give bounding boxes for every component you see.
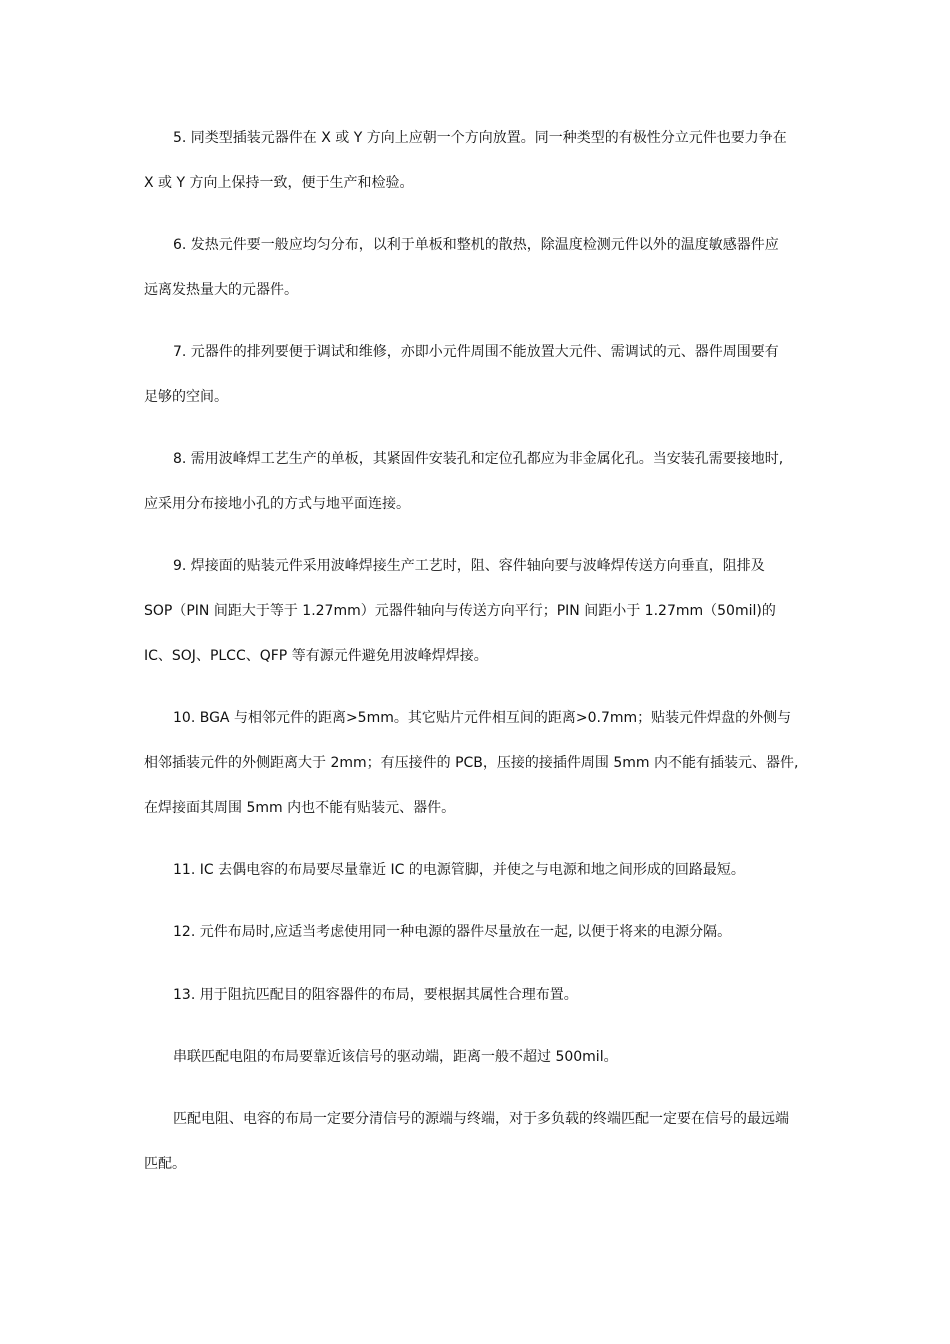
paragraph-11-line-1: 11. IC 去偶电容的布局要尽量靠近 IC 的电源管脚，并使之与电源和地之间形成的回路最短。	[173, 862, 745, 878]
paragraph-8-line-1: 8. 需用波峰焊工艺生产的单板，其紧固件安装孔和定位孔都应为非金属化孔。当安装孔需要接地时,	[173, 451, 784, 467]
paragraph-5-line-2: X 或 Y 方向上保持一致，便于生产和检验。	[144, 175, 414, 191]
paragraph-series-matching-line-1: 串联匹配电阻的布局要靠近该信号的驱动端，距离一般不超过 500mil。	[173, 1049, 618, 1065]
paragraph-6-line-2: 远离发热量大的元器件。	[144, 282, 298, 298]
paragraph-9-line-3: IC、SOJ、PLCC、QFP 等有源元件避免用波峰焊焊接。	[144, 648, 488, 664]
paragraph-7-line-2: 足够的空间。	[144, 389, 228, 405]
paragraph-10-line-3: 在焊接面其周围 5mm 内也不能有贴装元、器件。	[144, 800, 456, 816]
paragraph-9-line-2: SOP（PIN 间距大于等于 1.27mm）元器件轴向与传送方向平行；PIN 间距小于 1.27mm（50mil)的	[144, 603, 776, 619]
paragraph-5-line-1: 5. 同类型插装元器件在 X 或 Y 方向上应朝一个方向放置。同一种类型的有极性分立元件也要力争在	[173, 130, 787, 146]
paragraph-matching-rc-line-1: 匹配电阻、电容的布局一定要分清信号的源端与终端，对于多负载的终端匹配一定要在信号的最远端	[173, 1111, 789, 1127]
paragraph-matching-rc-line-2: 匹配。	[144, 1156, 186, 1172]
paragraph-9-line-1: 9. 焊接面的贴装元件采用波峰焊接生产工艺时，阻、容件轴向要与波峰焊传送方向垂直，阻排及	[173, 558, 765, 574]
paragraph-6-line-1: 6. 发热元件要一般应均匀分布，以利于单板和整机的散热，除温度检测元件以外的温度敏感器件应	[173, 237, 779, 253]
paragraph-7-line-1: 7. 元器件的排列要便于调试和维修，亦即小元件周围不能放置大元件、需调试的元、器件周围要有	[173, 344, 779, 360]
paragraph-10-line-1: 10. BGA 与相邻元件的距离>5mm。其它贴片元件相互间的距离>0.7mm；贴装元件焊盘的外侧与	[173, 710, 792, 726]
paragraph-12-line-1: 12. 元件布局时,应适当考虑使用同一种电源的器件尽量放在一起, 以便于将来的电源分隔。	[173, 924, 732, 940]
paragraph-10-line-2: 相邻插装元件的外侧距离大于 2mm；有压接件的 PCB，压接的接插件周围 5mm 内不能有插装元、器件,	[144, 755, 799, 771]
paragraph-13-line-1: 13. 用于阻抗匹配目的阻容器件的布局，要根据其属性合理布置。	[173, 987, 578, 1003]
paragraph-8-line-2: 应采用分布接地小孔的方式与地平面连接。	[144, 496, 410, 512]
